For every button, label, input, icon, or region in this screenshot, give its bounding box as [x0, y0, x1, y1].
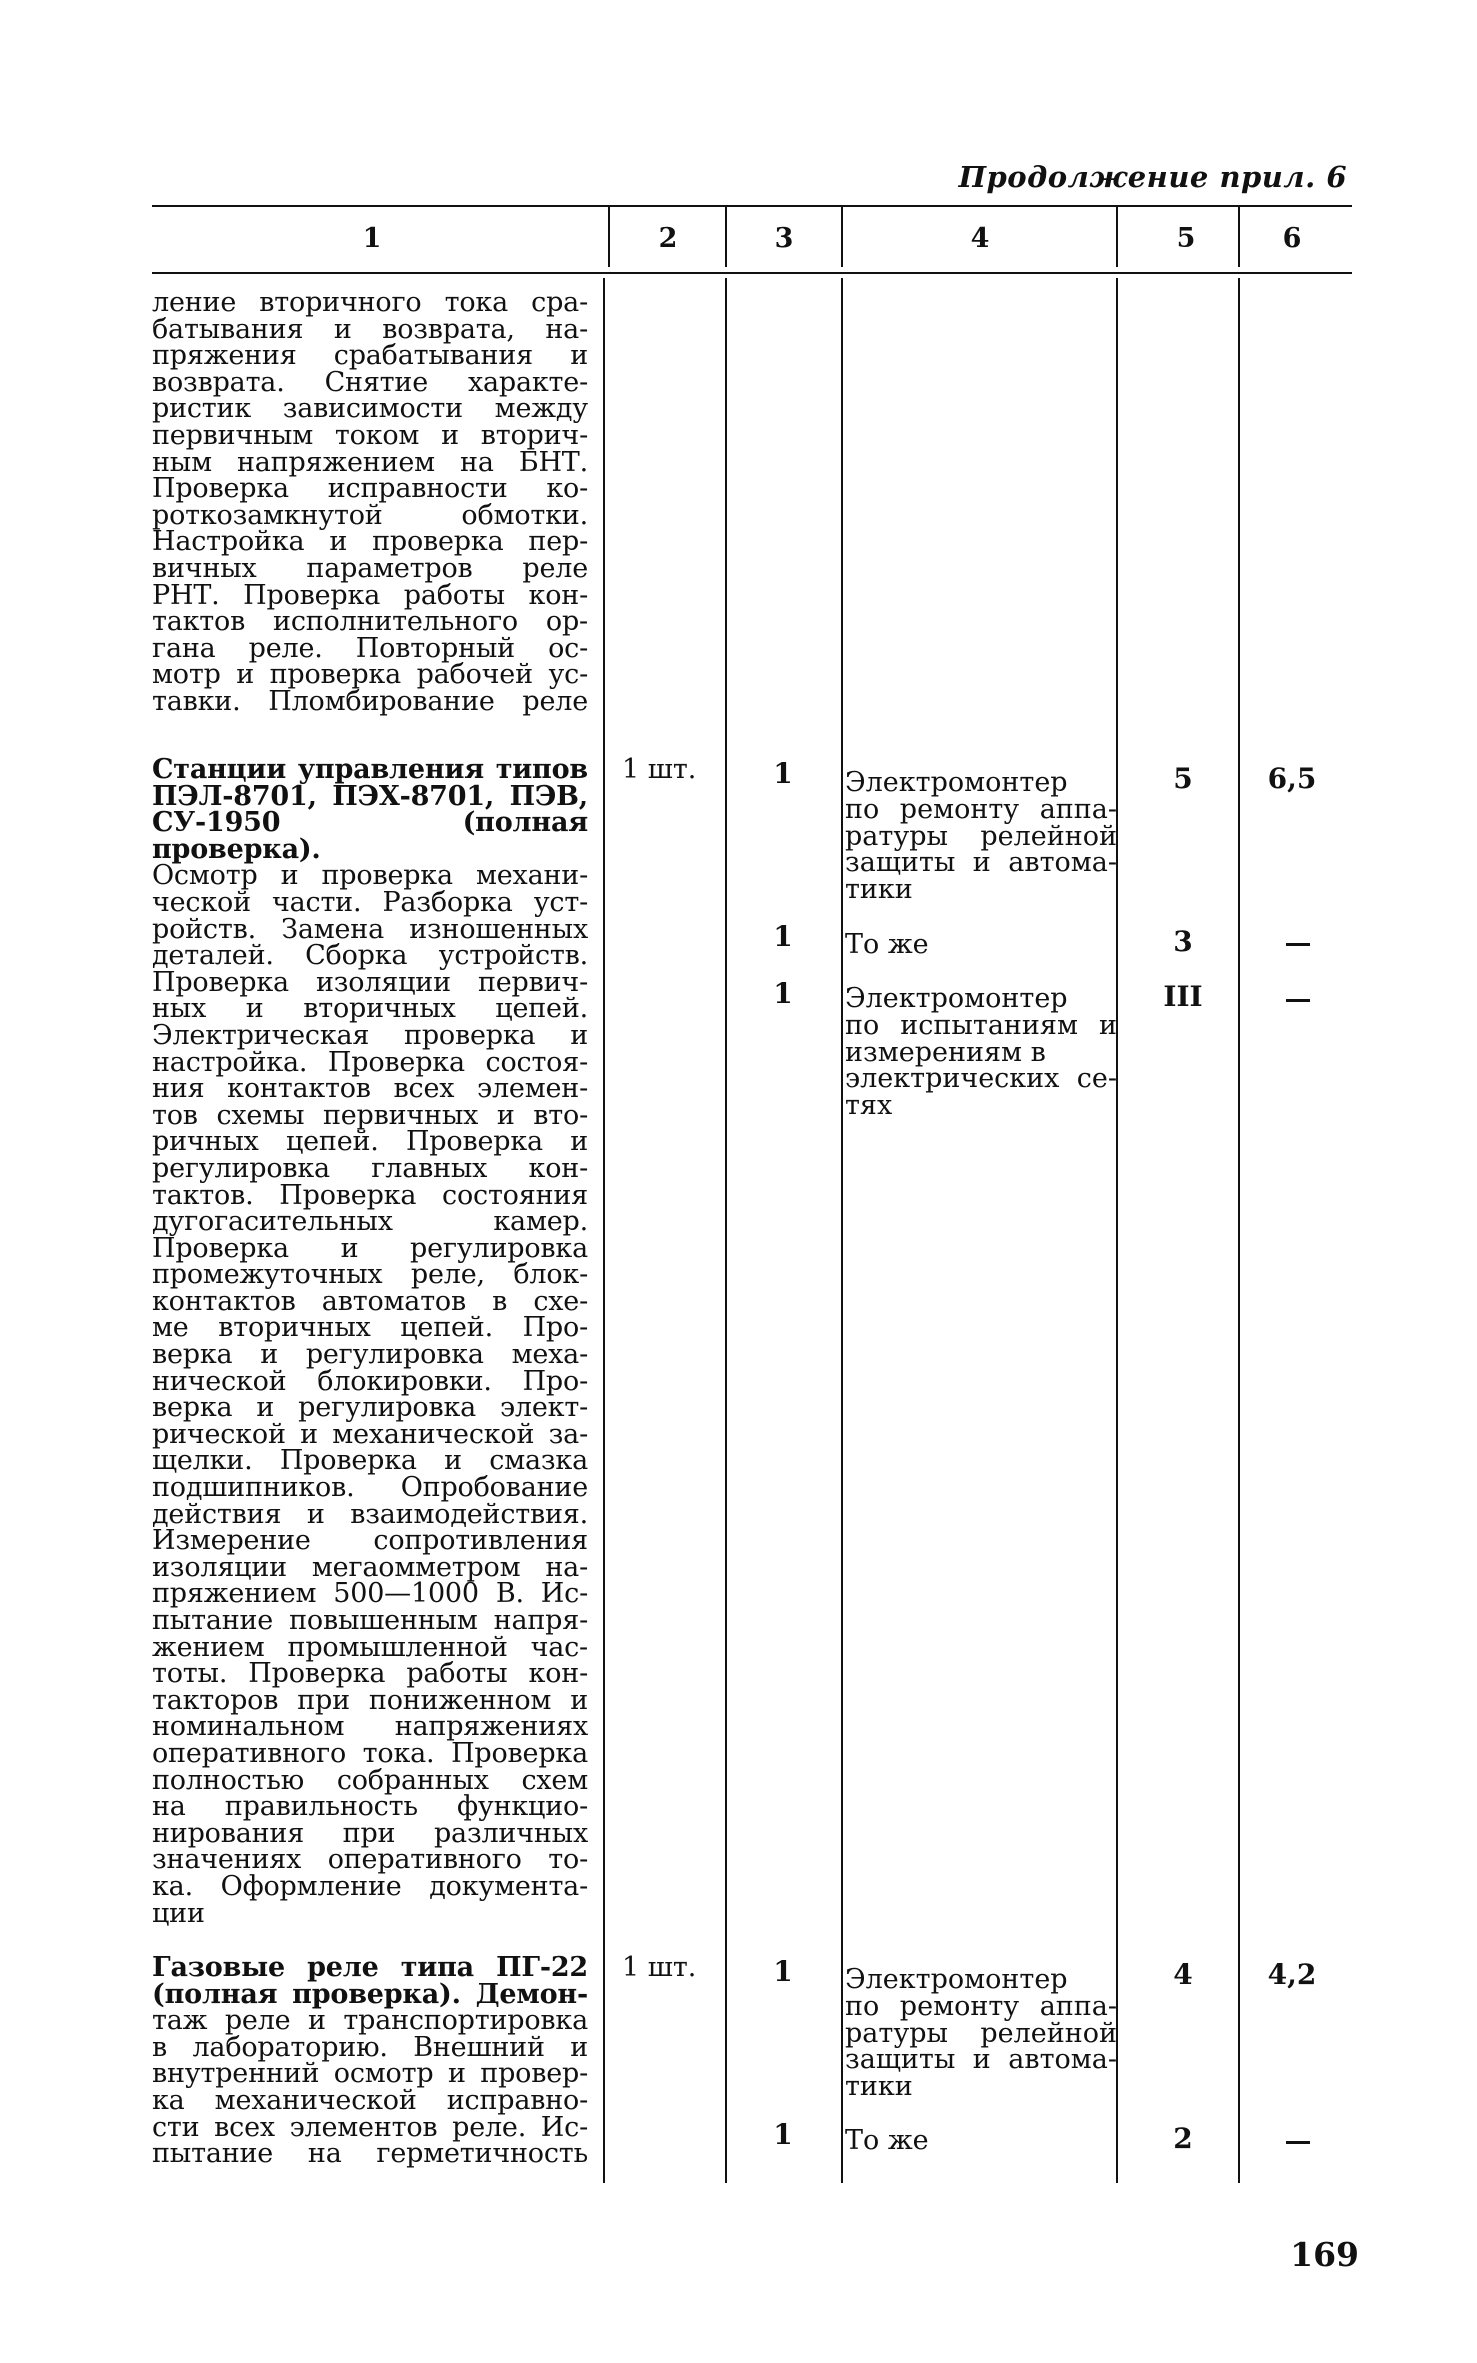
block3-row1-col3: 1: [773, 1955, 793, 1988]
body-divider-1: [603, 278, 605, 2183]
body-divider-5: [1238, 278, 1240, 2183]
text-line: гана реле. Повторный ос-: [152, 632, 588, 664]
text-line: полностью собранных схем: [152, 1764, 588, 1796]
block2-title-line: Станции управления типов: [152, 754, 588, 785]
column-number-4: 4: [970, 223, 990, 254]
column-number-2: 2: [658, 223, 678, 254]
text-line: дугогасительных камер.: [152, 1206, 588, 1238]
header-divider-2: [725, 207, 727, 267]
text-line: Измерение сопротивления: [152, 1525, 588, 1557]
text-line: Осмотр и проверка механи-: [152, 860, 588, 892]
text-line: на правильность функцио-: [152, 1791, 588, 1823]
block2-row2-col4: [845, 929, 1117, 960]
text-line: в лабораторию. Внешний и: [152, 2031, 588, 2063]
desc-line: тики: [845, 2071, 913, 2103]
table-top-rule: [152, 205, 1352, 207]
text-line: таж реле и транспортировка: [152, 2005, 588, 2037]
text-line: роткозамкнутой обмотки.: [152, 499, 588, 531]
desc-line: ратуры релейной: [845, 2017, 1117, 2049]
text-line: нической блокировки. Про-: [152, 1365, 588, 1397]
column-number-5: 5: [1176, 223, 1196, 254]
text-line: настройка. Проверка состоя-: [152, 1046, 588, 1078]
block1-description: [152, 287, 588, 717]
desc-line: по ремонту аппа-: [845, 793, 1117, 825]
header-divider-4: [1116, 207, 1118, 267]
table-header-rule: [152, 272, 1352, 274]
block2-row3-col6-dash: [1286, 999, 1310, 1002]
text-line: пытание повышенным напря-: [152, 1605, 588, 1636]
text-line: рической и механической за-: [152, 1418, 588, 1450]
desc-line: Электромонтер: [845, 983, 1068, 1014]
desc-line: измерениям в: [845, 1036, 1046, 1068]
desc-line: Электромонтер: [845, 767, 1068, 798]
block3-row2-col5: 2: [1173, 2122, 1193, 2155]
continuation-header: Продолжение прил. 6: [958, 160, 1347, 194]
text-line: РНТ. Проверка работы кон-: [152, 579, 588, 611]
text-line: вичных параметров реле: [152, 552, 588, 584]
text-line: подшипников. Опробование: [152, 1472, 588, 1504]
text-line: деталей. Сборка устройств.: [152, 940, 588, 972]
text-line: изоляции мегаомметром на-: [152, 1551, 588, 1583]
text-line: ристик зависимости между: [152, 393, 588, 425]
text-line: ричных цепей. Проверка и: [152, 1126, 588, 1158]
text-line: Проверка и регулировка: [152, 1232, 588, 1264]
desc-line: защиты и автома-: [845, 2044, 1117, 2076]
text-line: номинальном напряжениях: [152, 1711, 588, 1743]
page-number: 169: [1290, 2235, 1359, 2274]
text-line: ции: [152, 1897, 205, 1929]
desc-line: ратуры релейной: [845, 820, 1117, 852]
body-divider-4: [1116, 278, 1118, 2183]
text-line: контактов автоматов в схе-: [152, 1285, 588, 1317]
text-line: тавки. Пломбирование реле: [152, 685, 588, 717]
block2-row3-col3: 1: [773, 977, 793, 1010]
block3-row2-col3: 1: [773, 2118, 793, 2151]
text-line: ка. Оформление документа-: [152, 1870, 588, 1902]
block2-row3-col4: [845, 983, 1117, 1122]
text-line: ческой части. Разборка уст-: [152, 886, 588, 918]
text-line: тактов. Проверка состояния: [152, 1179, 588, 1211]
text-line: промежуточных реле, блок-: [152, 1259, 588, 1291]
header-divider-3: [841, 207, 843, 267]
desc-line: электрических се-: [845, 1063, 1117, 1095]
block2-row2-col3: 1: [773, 920, 793, 953]
block3-row1-col4: [845, 1964, 1117, 2103]
text-line: пряжения срабатывания и: [152, 340, 588, 372]
block2-row2-col6-dash: [1286, 943, 1310, 946]
block3-quantity: 1 шт.: [622, 1952, 697, 1983]
text-line: Проверка исправности ко-: [152, 473, 588, 505]
block2-row2-col5: 3: [1173, 925, 1193, 958]
block3-description: [152, 1952, 588, 2170]
text-line: верка и регулировка элект-: [152, 1392, 588, 1424]
block2-row3-col5: III: [1163, 980, 1203, 1013]
desc-line: по ремонту аппа-: [845, 1990, 1117, 2022]
text-line: значениях оперативного то-: [152, 1844, 588, 1876]
text-line: ния контактов всех элемен-: [152, 1073, 588, 1105]
text-line: Электрическая проверка и: [152, 1019, 588, 1051]
text-line: сти всех элементов реле. Ис-: [152, 2111, 588, 2143]
block3-title-line: (полная проверка). Демон-: [152, 1978, 588, 2010]
text-line: ным напряжением на БНТ.: [152, 446, 588, 478]
text-line: тактов исполнительного ор-: [152, 606, 588, 638]
block3-row2-col4: [845, 2125, 1117, 2156]
text-line: такторов при пониженном и: [152, 1684, 588, 1716]
block2-row1-col4: [845, 767, 1117, 906]
header-divider-1: [608, 207, 610, 267]
column-number-6: 6: [1282, 223, 1302, 254]
text-line: ка механической исправно-: [152, 2084, 588, 2116]
text-line: ройств. Замена изношенных: [152, 913, 588, 945]
block3-row2-col6-dash: [1286, 2141, 1310, 2144]
text-line: внутренний осмотр и провер-: [152, 2058, 588, 2090]
block2-row1-col3: 1: [773, 757, 793, 790]
text-line: верка и регулировка меха-: [152, 1339, 588, 1371]
text-line: оперативного тока. Проверка: [152, 1737, 588, 1769]
text-line: ных и вторичных цепей.: [152, 993, 588, 1025]
text-line: нирования при различных: [152, 1817, 588, 1849]
block3-title-line: Газовые реле типа ПГ-22: [152, 1952, 588, 1983]
body-divider-3: [841, 278, 843, 2183]
desc-line: То же: [845, 2125, 929, 2156]
header-divider-5: [1238, 207, 1240, 267]
text-line: мотр и проверка рабочей ус-: [152, 659, 588, 691]
text-line: ме вторичных цепей. Про-: [152, 1312, 588, 1344]
text-line: пытание на герметичность: [152, 2138, 588, 2170]
desc-line: по испытаниям и: [845, 1009, 1117, 1041]
block2-title-line: СУ-1950 (полная проверка).: [152, 807, 588, 865]
text-line: пряжением 500—1000 В. Ис-: [152, 1578, 588, 1610]
text-line: тоты. Проверка работы кон-: [152, 1658, 588, 1690]
text-line: батывания и возврата, на-: [152, 313, 588, 345]
text-line: ление вторичного тока сра-: [152, 287, 588, 318]
text-line: Настройка и проверка пер-: [152, 526, 588, 558]
desc-line: защиты и автома-: [845, 847, 1117, 879]
desc-line: тях: [845, 1090, 893, 1122]
block3-row1-col5: 4: [1173, 1958, 1193, 1991]
text-line: Проверка изоляции первич-: [152, 966, 588, 998]
desc-line: тики: [845, 874, 913, 906]
body-divider-2: [725, 278, 727, 2183]
block3-row1-col6: 4,2: [1267, 1958, 1317, 1991]
block2-quantity: 1 шт.: [622, 754, 697, 785]
text-line: первичным током и вторич-: [152, 419, 588, 451]
desc-line: То же: [845, 929, 929, 960]
block2-description: [152, 754, 588, 1929]
text-line: возврата. Снятие характе-: [152, 366, 588, 398]
text-line: тов схемы первичных и вто-: [152, 1099, 588, 1131]
column-number-3: 3: [774, 223, 794, 254]
column-number-1: 1: [362, 223, 382, 254]
block2-row1-col5: 5: [1173, 762, 1193, 795]
text-line: щелки. Проверка и смазка: [152, 1445, 588, 1477]
desc-line: Электромонтер: [845, 1964, 1068, 1995]
text-line: регулировка главных кон-: [152, 1152, 588, 1184]
block2-title-line: ПЭЛ-8701, ПЭХ-8701, ПЭВ,: [152, 780, 588, 812]
block2-row1-col6: 6,5: [1267, 762, 1317, 795]
text-line: действия и взаимодействия.: [152, 1498, 588, 1530]
text-line: жением промышленной час-: [152, 1631, 588, 1663]
